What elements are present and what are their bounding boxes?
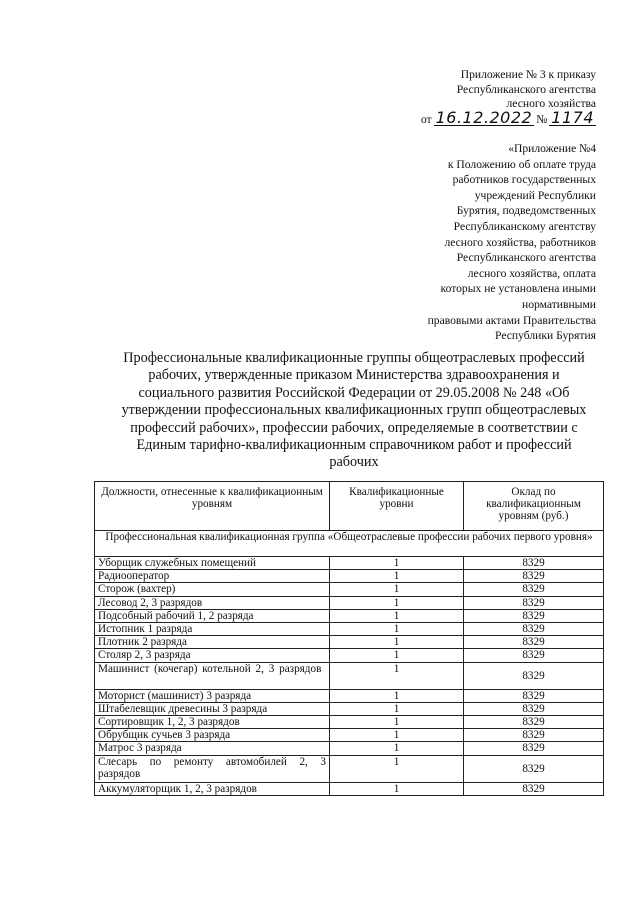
salary-value: 8329 [464,583,604,596]
salary-value: 8329 [464,662,604,689]
table-row [95,570,604,583]
position-name: Истопник 1 разряда [95,623,330,636]
qualification-level: 1 [330,623,464,636]
table-row [95,609,604,622]
position-name: Уборщик служебных помещений [95,557,330,570]
order-prefix: от [420,113,432,126]
column-header-positions: Должности, отнесенные к квалификационным уровням [95,482,330,531]
appendix-caption [396,141,596,344]
position-name: Сортировщик 1, 2, 3 разрядов [95,716,330,729]
attachment-caption [366,68,596,112]
qualification-level: 1 [330,702,464,715]
salary-value: 8329 [464,609,604,622]
appendix-line: лесного хозяйства, оплата [467,266,596,280]
order-date: 16.12.2022 [435,108,533,127]
order-number: 1174 [551,108,594,127]
table-row [95,649,604,662]
appendix-line: лесного хозяйства, работников [444,235,596,249]
table-header-row [95,482,604,531]
appendix-line: учреждений Республики [474,188,596,202]
attachment-line: Республиканского агентства [456,82,596,96]
qualification-level: 1 [330,557,464,570]
group-row [95,531,604,557]
appendix-line: работников государственных [452,173,596,187]
qualification-level: 1 [330,596,464,609]
salary-value: 8329 [464,636,604,649]
appendix-line: «Приложение №4 [508,142,596,155]
salary-value: 8329 [464,755,604,782]
salary-value: 8329 [464,729,604,742]
salary-table [94,481,604,796]
qualification-level: 1 [330,729,464,742]
salary-value: 8329 [464,596,604,609]
table-row [95,716,604,729]
salary-value: 8329 [464,716,604,729]
qualification-level: 1 [330,742,464,755]
table-row [95,729,604,742]
qualification-level: 1 [330,755,464,782]
qualification-level: 1 [330,662,464,689]
qualification-level: 1 [330,570,464,583]
attachment-line: лесного хозяйства [506,97,596,111]
position-name: Машинист (кочегар) котельной 2, 3 разрядов [95,662,330,689]
qualification-level: 1 [330,716,464,729]
table-row [95,742,604,755]
appendix-line: нормативными [521,297,596,311]
column-header-levels: Квалификационные уровни [330,482,464,531]
position-name: Подсобный рабочий 1, 2 разряда [95,609,330,622]
qualification-level: 1 [330,649,464,662]
group-title: Профессиональная квалификационная группа «Общеотраслевые профессии рабочих первого уровня» [95,531,604,557]
salary-value: 8329 [464,782,604,795]
order-number-prefix: № [536,113,548,126]
position-name: Столяр 2, 3 разряда [95,649,330,662]
table-row [95,583,604,596]
salary-value: 8329 [464,702,604,715]
document-heading: Профессиональные квалификационные группы общеотраслевых профессий рабочих, утвержденные приказом Министерства здравоохранения и социального развития Российской Федерации от 29.05.2008 № 248 «Об утверждении профессиональных квалификационных групп общеотраслевых профессий рабочих», профессии рабочих, определяемые в соответствии с Единым тарифно-квалификационным справочником работ и профессий рабочих [121,350,587,471]
qualification-level: 1 [330,689,464,702]
position-name: Радиооператор [95,570,330,583]
position-name: Обрубщик сучьев 3 разряда [95,729,330,742]
appendix-line: Республиканскому агентству [453,219,596,233]
appendix-line: Республиканского агентства [456,251,596,265]
position-name: Лесовод 2, 3 разрядов [95,596,330,609]
position-name: Сторож (вахтер) [95,583,330,596]
salary-value: 8329 [464,570,604,583]
qualification-level: 1 [330,583,464,596]
position-name: Плотник 2 разряда [95,636,330,649]
table-row [95,662,604,689]
table-row [95,636,604,649]
order-reference [421,110,596,126]
appendix-line: Бурятия, подведомственных [456,204,596,218]
attachment-line: Приложение № 3 к приказу [460,68,596,81]
qualification-level: 1 [330,636,464,649]
appendix-line: Республики Бурятия [495,329,596,343]
position-name: Аккумуляторщик 1, 2, 3 разрядов [95,782,330,795]
table-row [95,702,604,715]
table-row [95,596,604,609]
table-row [95,689,604,702]
appendix-line: правовыми актами Правительства [427,313,596,327]
salary-value: 8329 [464,689,604,702]
table-row [95,755,604,782]
salary-value: 8329 [464,742,604,755]
appendix-line: к Положению об оплате труда [447,157,596,171]
salary-value: 8329 [464,557,604,570]
table-row [95,782,604,795]
salary-value: 8329 [464,623,604,636]
position-name: Слесарь по ремонту автомобилей 2, 3 разрядов [95,755,330,782]
qualification-level: 1 [330,609,464,622]
salary-value: 8329 [464,649,604,662]
position-name: Моторист (машинист) 3 разряда [95,689,330,702]
table-row [95,623,604,636]
appendix-line: которых не установлена иными [440,282,596,296]
table-row [95,557,604,570]
position-name: Штабелевщик древесины 3 разряда [95,702,330,715]
qualification-level: 1 [330,782,464,795]
position-name: Матрос 3 разряда [95,742,330,755]
column-header-salary: Оклад по квалификационным уровням (руб.) [464,482,604,531]
